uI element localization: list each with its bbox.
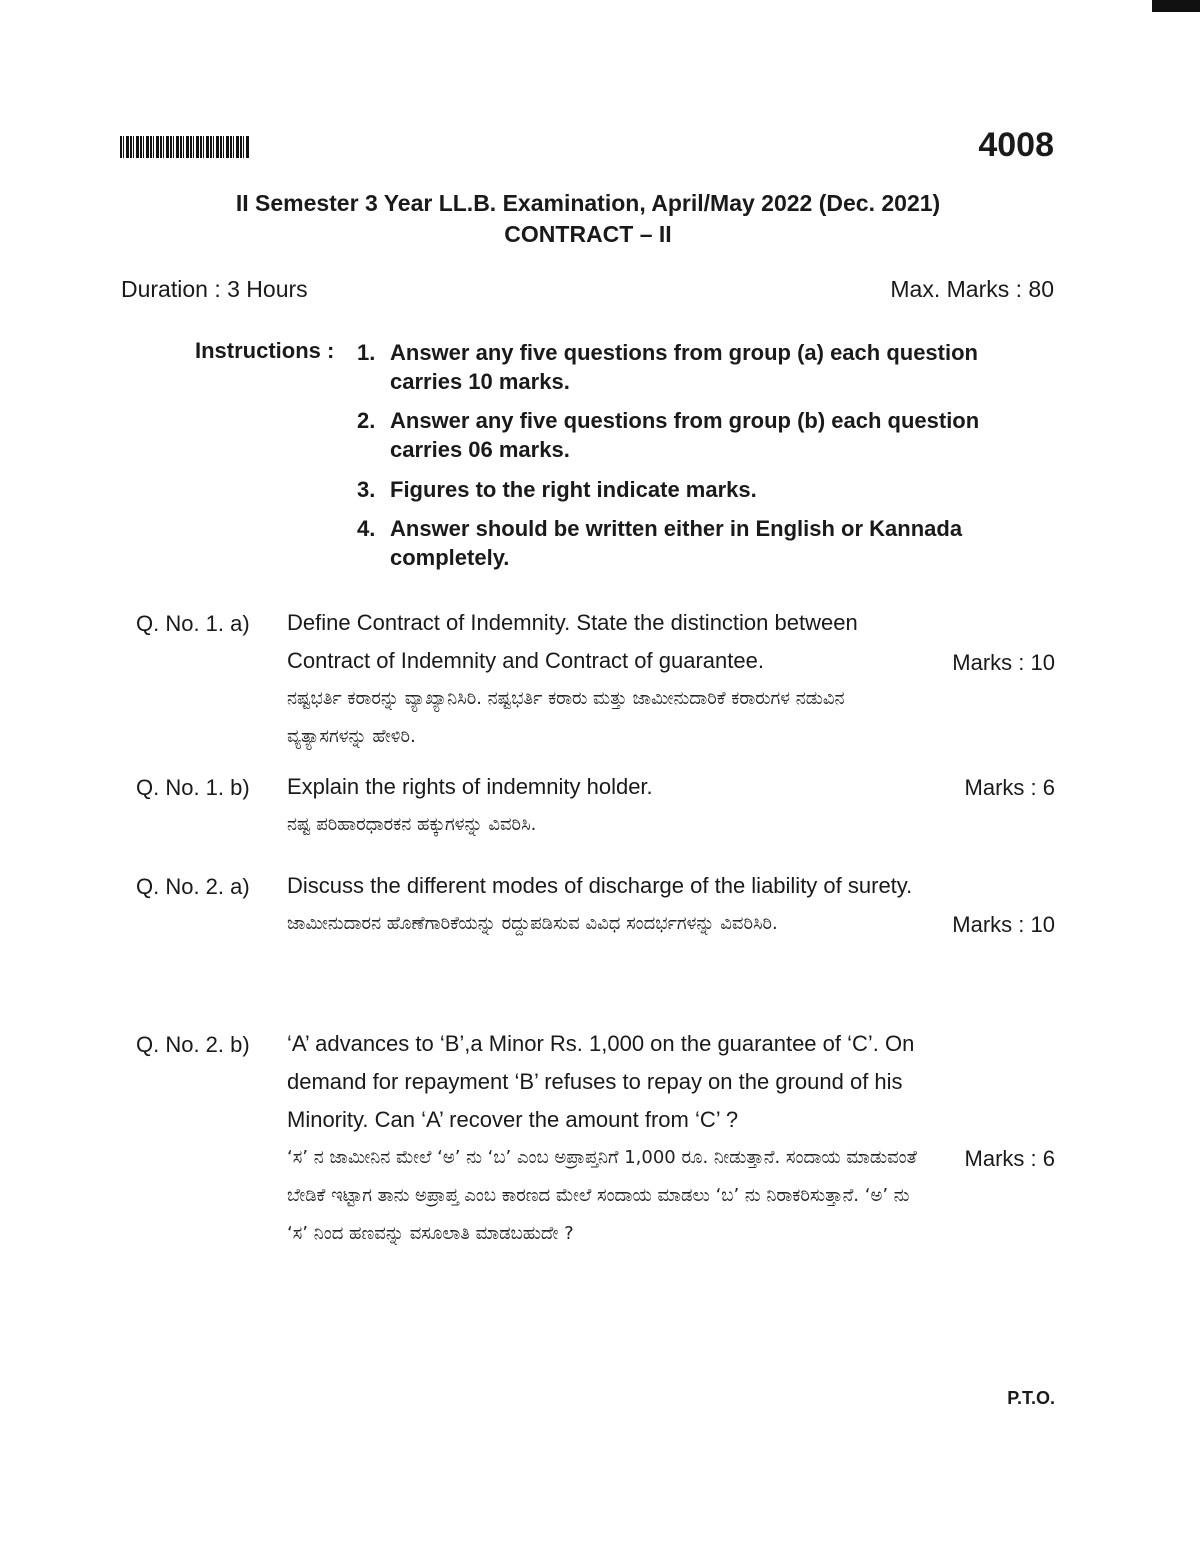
question-text [287, 867, 927, 943]
question-english: ‘A’ advances to ‘B’,a Minor Rs. 1,000 on the guarantee of ‘C’. On demand for repayment ‘B’ refuses to repay on the ground of his Minority. Can ‘A’ recover the amount from ‘C’ ? [287, 1031, 915, 1132]
exam-title: II Semester 3 Year LL.B. Examination, April/May 2022 (Dec. 2021) [235, 190, 941, 216]
question-english: Discuss the different modes of discharge of the liability of surety. [287, 873, 913, 898]
question-kannada: ‘ಸ’ ನ ಜಾಮೀನಿನ ಮೇಲೆ ‘ಅ’ ನು ‘ಬ’ ಎಂಬ ಅಪ್ರಾಪ್ತನಿಗೆ 1,000 ರೂ. ನೀಡುತ್ತಾನೆ. ಸಂದಾಯ ಮಾಡುವಂತೆ ಬೇಡಿಕೆ ಇಟ್ಟಾಗ ತಾನು ಅಪ್ರಾಪ್ತ ಎಂಬ ಕಾರಣದ ಮೇಲೆ ಸಂದಾಯ ಮಾಡಲು ‘ಬ’ ನು ನಿರಾಕರಿಸುತ್ತಾನೆ. ‘ಅ’ ನು ‘ಸ’ ನಿಂದ ಹಣವನ್ನು ವಸೂಲಾತಿ ಮಾಡಬಹುದೇ ? [287, 1147, 917, 1244]
question-kannada: ನಷ್ಟ ಪರಿಹಾರಧಾರಕನ ಹಕ್ಕುಗಳನ್ನು ವಿವರಿಸಿ. [287, 814, 537, 835]
subject-title: CONTRACT – II [504, 221, 672, 247]
question-marks: Marks : 6 [964, 775, 1055, 800]
instruction-number: 3. [357, 477, 376, 502]
max-marks: Max. Marks : 80 [890, 276, 1054, 302]
page-turn-over: P.T.O. [1007, 1388, 1055, 1408]
instruction-item [357, 406, 1037, 464]
question-label: Q. No. 1. a) [136, 611, 250, 636]
instruction-text: Answer should be written either in English or Kannada completely. [390, 516, 963, 570]
instruction-number: 2. [357, 408, 376, 433]
instruction-text: Answer any five questions from group (b) each question carries 06 marks. [390, 408, 980, 462]
question-kannada: ನಷ್ಟಭರ್ತಿ ಕರಾರನ್ನು ವ್ಯಾಖ್ಯಾನಿಸಿರಿ. ನಷ್ಟಭರ್ತಿ ಕರಾರು ಮತ್ತು ಜಾಮೀನುದಾರಿಕೆ ಕರಾರುಗಳ ನಡುವಿನ ವ್ಯತ್ಯಾಸಗಳನ್ನು ಹೇಳಿರಿ. [287, 688, 845, 747]
question-text [287, 768, 927, 844]
barcode [120, 136, 250, 158]
question-label: Q. No. 1. b) [136, 775, 250, 800]
question-text [287, 604, 927, 756]
duration: Duration : 3 Hours [121, 276, 308, 302]
instruction-number: 1. [357, 340, 376, 365]
instruction-item [357, 475, 1037, 505]
instruction-item [357, 514, 1037, 572]
question-marks: Marks : 10 [952, 912, 1055, 937]
instruction-item [357, 338, 1037, 396]
scan-corner-mark [1152, 0, 1200, 12]
question-text [287, 1025, 927, 1253]
question-marks: Marks : 6 [964, 1146, 1055, 1171]
instruction-text: Figures to the right indicate marks. [390, 477, 757, 502]
question-label: Q. No. 2. b) [136, 1032, 250, 1057]
question-marks: Marks : 10 [952, 650, 1055, 675]
question-label: Q. No. 2. a) [136, 874, 250, 899]
instructions-label: Instructions : [195, 338, 335, 363]
question-english: Explain the rights of indemnity holder. [287, 774, 653, 799]
question-kannada: ಜಾಮೀನುದಾರನ ಹೊಣೆಗಾರಿಕೆಯನ್ನು ರದ್ದುಪಡಿಸುವ ವಿವಿಧ ಸಂದರ್ಭಗಳನ್ನು ವಿವರಿಸಿರಿ. [287, 913, 778, 934]
instruction-text: Answer any five questions from group (a) each question carries 10 marks. [390, 340, 978, 394]
paper-code: 4008 [978, 126, 1054, 164]
instruction-number: 4. [357, 516, 376, 541]
question-english: Define Contract of Indemnity. State the distinction between Contract of Indemnity and Contract of guarantee. [287, 610, 858, 673]
